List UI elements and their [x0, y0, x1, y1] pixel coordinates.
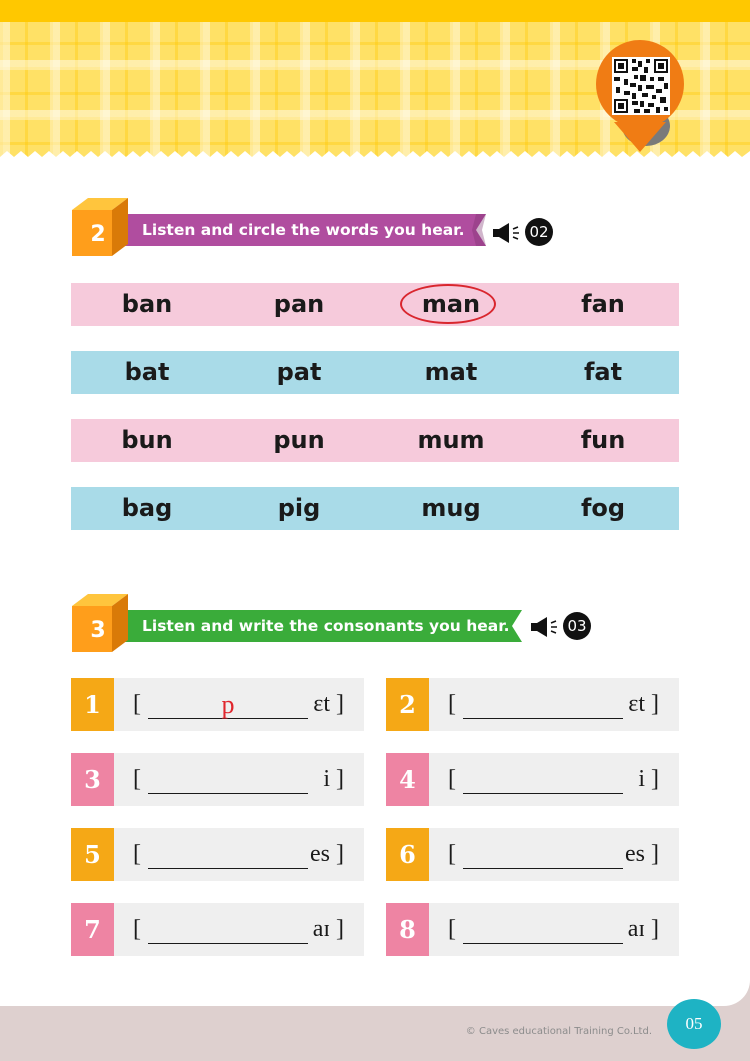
- zigzag-edge: [0, 151, 750, 165]
- item-number: 3: [71, 753, 114, 806]
- speaker-icon: [493, 223, 523, 243]
- word-option[interactable]: bun: [121, 426, 173, 454]
- word-option[interactable]: pat: [276, 358, 322, 386]
- open-bracket: [: [448, 691, 456, 717]
- exercise-item-5: [71, 828, 364, 881]
- word-option[interactable]: mug: [421, 494, 481, 522]
- phonetic-ending: i ]: [323, 766, 344, 792]
- qr-code[interactable]: [612, 57, 670, 115]
- section-3-number: 3: [90, 618, 106, 643]
- written-answer: [463, 903, 623, 956]
- exercise-item-3: [71, 753, 364, 806]
- written-answer: [148, 753, 308, 806]
- item-number: 7: [71, 903, 114, 956]
- word-option[interactable]: fat: [583, 358, 623, 386]
- phonetic-ending: es ]: [625, 841, 659, 867]
- item-number: 8: [386, 903, 429, 956]
- word-option[interactable]: fun: [580, 426, 626, 454]
- section-2-instruction: Listen and circle the words you hear.: [142, 221, 465, 239]
- written-answer: [463, 828, 623, 881]
- exercise-item-8: [386, 903, 679, 956]
- written-answer: [463, 678, 623, 731]
- item-number: 5: [71, 828, 114, 881]
- track-number-badge: 02: [525, 218, 553, 246]
- exercise-item-1: [71, 678, 364, 731]
- word-row: [71, 283, 679, 326]
- phonetic-ending: i ]: [638, 766, 659, 792]
- written-answer: [148, 828, 308, 881]
- open-bracket: [: [133, 691, 141, 717]
- word-option[interactable]: pan: [273, 290, 325, 318]
- word-option[interactable]: pun: [273, 426, 325, 454]
- page-number-badge: 05: [667, 999, 721, 1049]
- word-option[interactable]: ban: [121, 290, 173, 318]
- written-answer: p: [221, 690, 235, 719]
- section-2-header: [72, 196, 502, 258]
- phonetic-ending: aɪ ]: [312, 916, 344, 942]
- top-bar: [0, 0, 750, 22]
- audio-track-02[interactable]: [493, 217, 557, 247]
- exercise-item-7: [71, 903, 364, 956]
- item-number: 1: [71, 678, 114, 731]
- item-number: 2: [386, 678, 429, 731]
- word-option[interactable]: fog: [580, 494, 626, 522]
- open-bracket: [: [133, 916, 141, 942]
- word-option[interactable]: bag: [121, 494, 173, 522]
- word-option[interactable]: fan: [581, 290, 625, 318]
- exercise-item-4: [386, 753, 679, 806]
- phonetic-ending: ɛt ]: [628, 691, 659, 717]
- answer-circle: [400, 284, 496, 324]
- word-option[interactable]: mat: [424, 358, 478, 386]
- exercise-item-6: [386, 828, 679, 881]
- speaker-icon: [531, 617, 561, 637]
- written-answer: [463, 753, 623, 806]
- phonetic-ending: aɪ ]: [627, 916, 659, 942]
- written-answer: [148, 903, 308, 956]
- section-3-header: [72, 592, 532, 654]
- open-bracket: [: [133, 766, 141, 792]
- item-number: 4: [386, 753, 429, 806]
- phonetic-ending: es ]: [310, 841, 344, 867]
- section-2-number: 2: [90, 222, 106, 247]
- open-bracket: [: [448, 841, 456, 867]
- track-number-badge: 03: [563, 612, 591, 640]
- word-row: [71, 419, 679, 462]
- open-bracket: [: [133, 841, 141, 867]
- word-row: [71, 487, 679, 530]
- word-option[interactable]: bat: [124, 358, 170, 386]
- section-3-instruction: Listen and write the consonants you hear.: [142, 617, 510, 635]
- open-bracket: [: [448, 916, 456, 942]
- word-row: [71, 351, 679, 394]
- audio-track-03[interactable]: [531, 611, 595, 641]
- exercise-item-2: [386, 678, 679, 731]
- word-option[interactable]: pig: [277, 494, 321, 522]
- word-option[interactable]: mum: [417, 426, 485, 454]
- item-number: 6: [386, 828, 429, 881]
- open-bracket: [: [448, 766, 456, 792]
- copyright-text: © Caves educational Training Co.Ltd.: [465, 1026, 652, 1037]
- phonetic-ending: ɛt ]: [313, 691, 344, 717]
- word-option[interactable]: man: [421, 290, 481, 318]
